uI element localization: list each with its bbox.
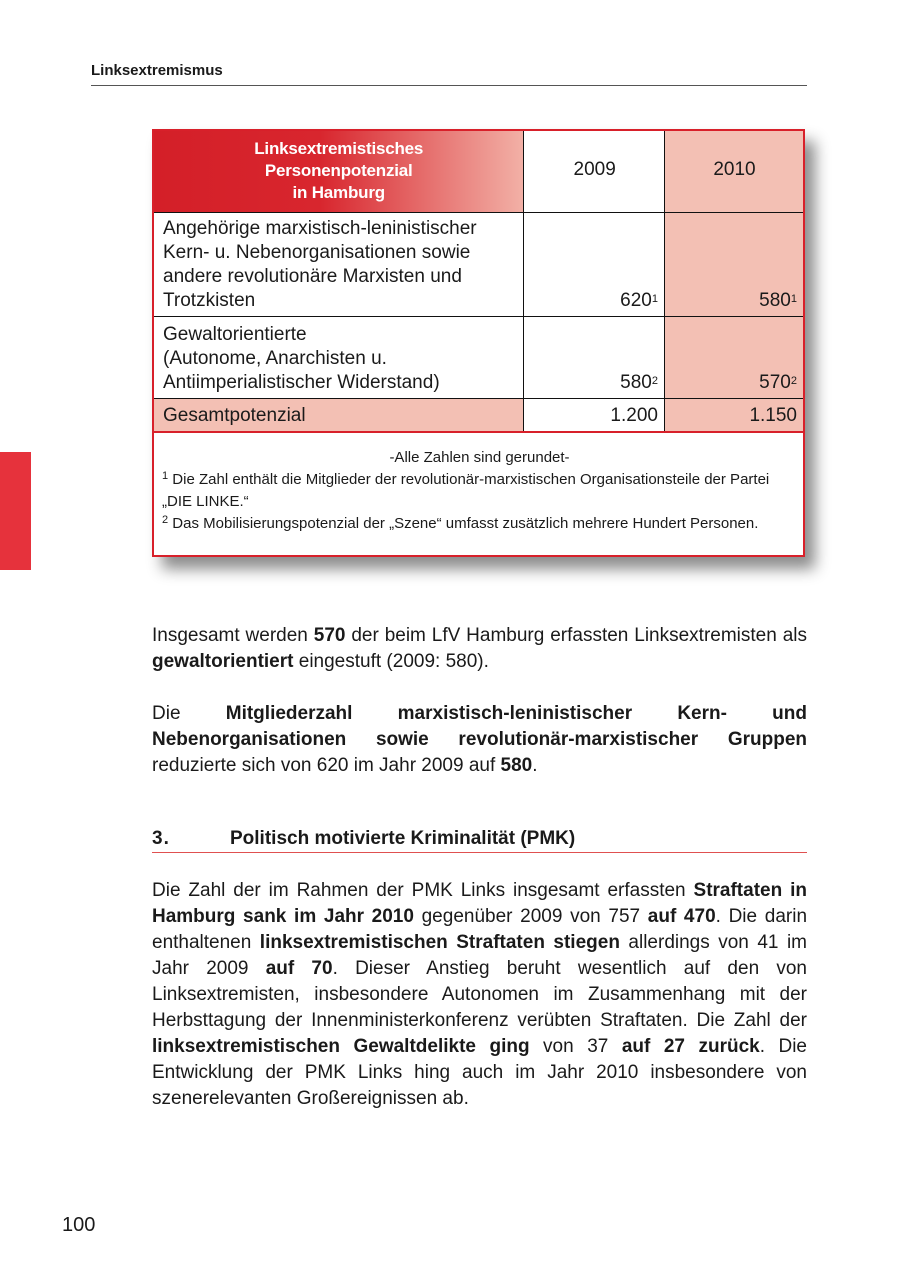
table-row [153, 212, 804, 316]
note-rounded: -Alle Zahlen sind gerundet- [389, 449, 570, 466]
paragraph-mitgliederzahl: Die Mitgliederzahl marxistisch-leninistischer Kern- und Nebenorganisationen sowie revolutionär-marxistischer Gruppen reduzierte sich von 620 im Jahr 2009 auf 580. [152, 703, 807, 776]
cell-2010: $570^2$ [664, 316, 804, 398]
paragraph-gewaltorientiert: Insgesamt werden 570 der beim LfV Hamburg erfassten Linksextremisten als gewaltorientiert eingestuft (2009: 580). [152, 625, 807, 672]
running-head: Linksextremismus [91, 62, 223, 79]
total-2010: 1.150 [664, 398, 804, 432]
table-row-total [153, 398, 804, 432]
paragraph-pmk: Die Zahl der im Rahmen der PMK Links insgesamt erfassten Straftaten in Hamburg sank im Jahr 2010 gegenüber 2009 von 757 auf 470. Die darin enthaltenen linksextremistischen Straftaten stiegen allerdings von 41 im Jahr 2009 auf 70. Dieser Anstieg beruht wesentlich auf den von Linksextremisten, insbesondere Autonomen im Zusammenhang mit der Herbsttagung der Innenministerkonferenz verübten Straftaten. Die Zahl der linksextremistischen Gewaltdelikte ging von 37 auf 27 zurück. Die Entwicklung der PMK Links hing auch im Jahr 2010 insbesondere von szenerelevanten Großereignissen ab. [152, 880, 808, 1109]
footnote-2: $^2$ Das Mobilisierungspotenzial der „Szene“ umfasst zusätzlich mehrere Hundert Personen. [162, 514, 759, 532]
section-title: Politisch motivierte Kriminalität (PMK) [230, 828, 576, 849]
header-line: in Hamburg [292, 183, 385, 203]
total-2009: 1.200 [524, 398, 665, 432]
section-heading [152, 828, 807, 853]
cell-2009: $580^2$ [524, 316, 665, 398]
cell-2010: $580^1$ [664, 212, 804, 316]
header-line: Personenpotenzial [264, 161, 413, 181]
personenpotenzial-table-box [152, 129, 805, 557]
row-label: Angehörige marxistisch-leninistischer Kern- u. Nebenorganisationen sowie andere revolutionäre Marxisten und Trotzkisten [153, 212, 524, 316]
column-header-2010: 2010 [664, 130, 804, 212]
table-footnotes [152, 431, 805, 557]
table-row [153, 316, 804, 398]
chapter-tab-marker [0, 452, 31, 570]
page-number: 100 [62, 1214, 96, 1236]
total-label: Gesamtpotenzial [153, 398, 524, 432]
column-header-2009: 2009 [524, 130, 665, 212]
header-rule [91, 85, 807, 86]
personenpotenzial-table [152, 129, 805, 433]
table-header-title [153, 130, 524, 212]
row-label: Gewaltorientierte (Autonome, Anarchisten u. Antiimperialistischer Widerstand) [153, 316, 524, 398]
header-line: Linksextremistisches [254, 139, 424, 159]
footnote-1: $^1$ Die Zahl enthält die Mitglieder der revolutionär-marxistischen Organisationsteile der Partei „DIE LINKE.“ [162, 470, 770, 510]
section-number: 3. [152, 828, 170, 849]
cell-2009: $620^1$ [524, 212, 665, 316]
